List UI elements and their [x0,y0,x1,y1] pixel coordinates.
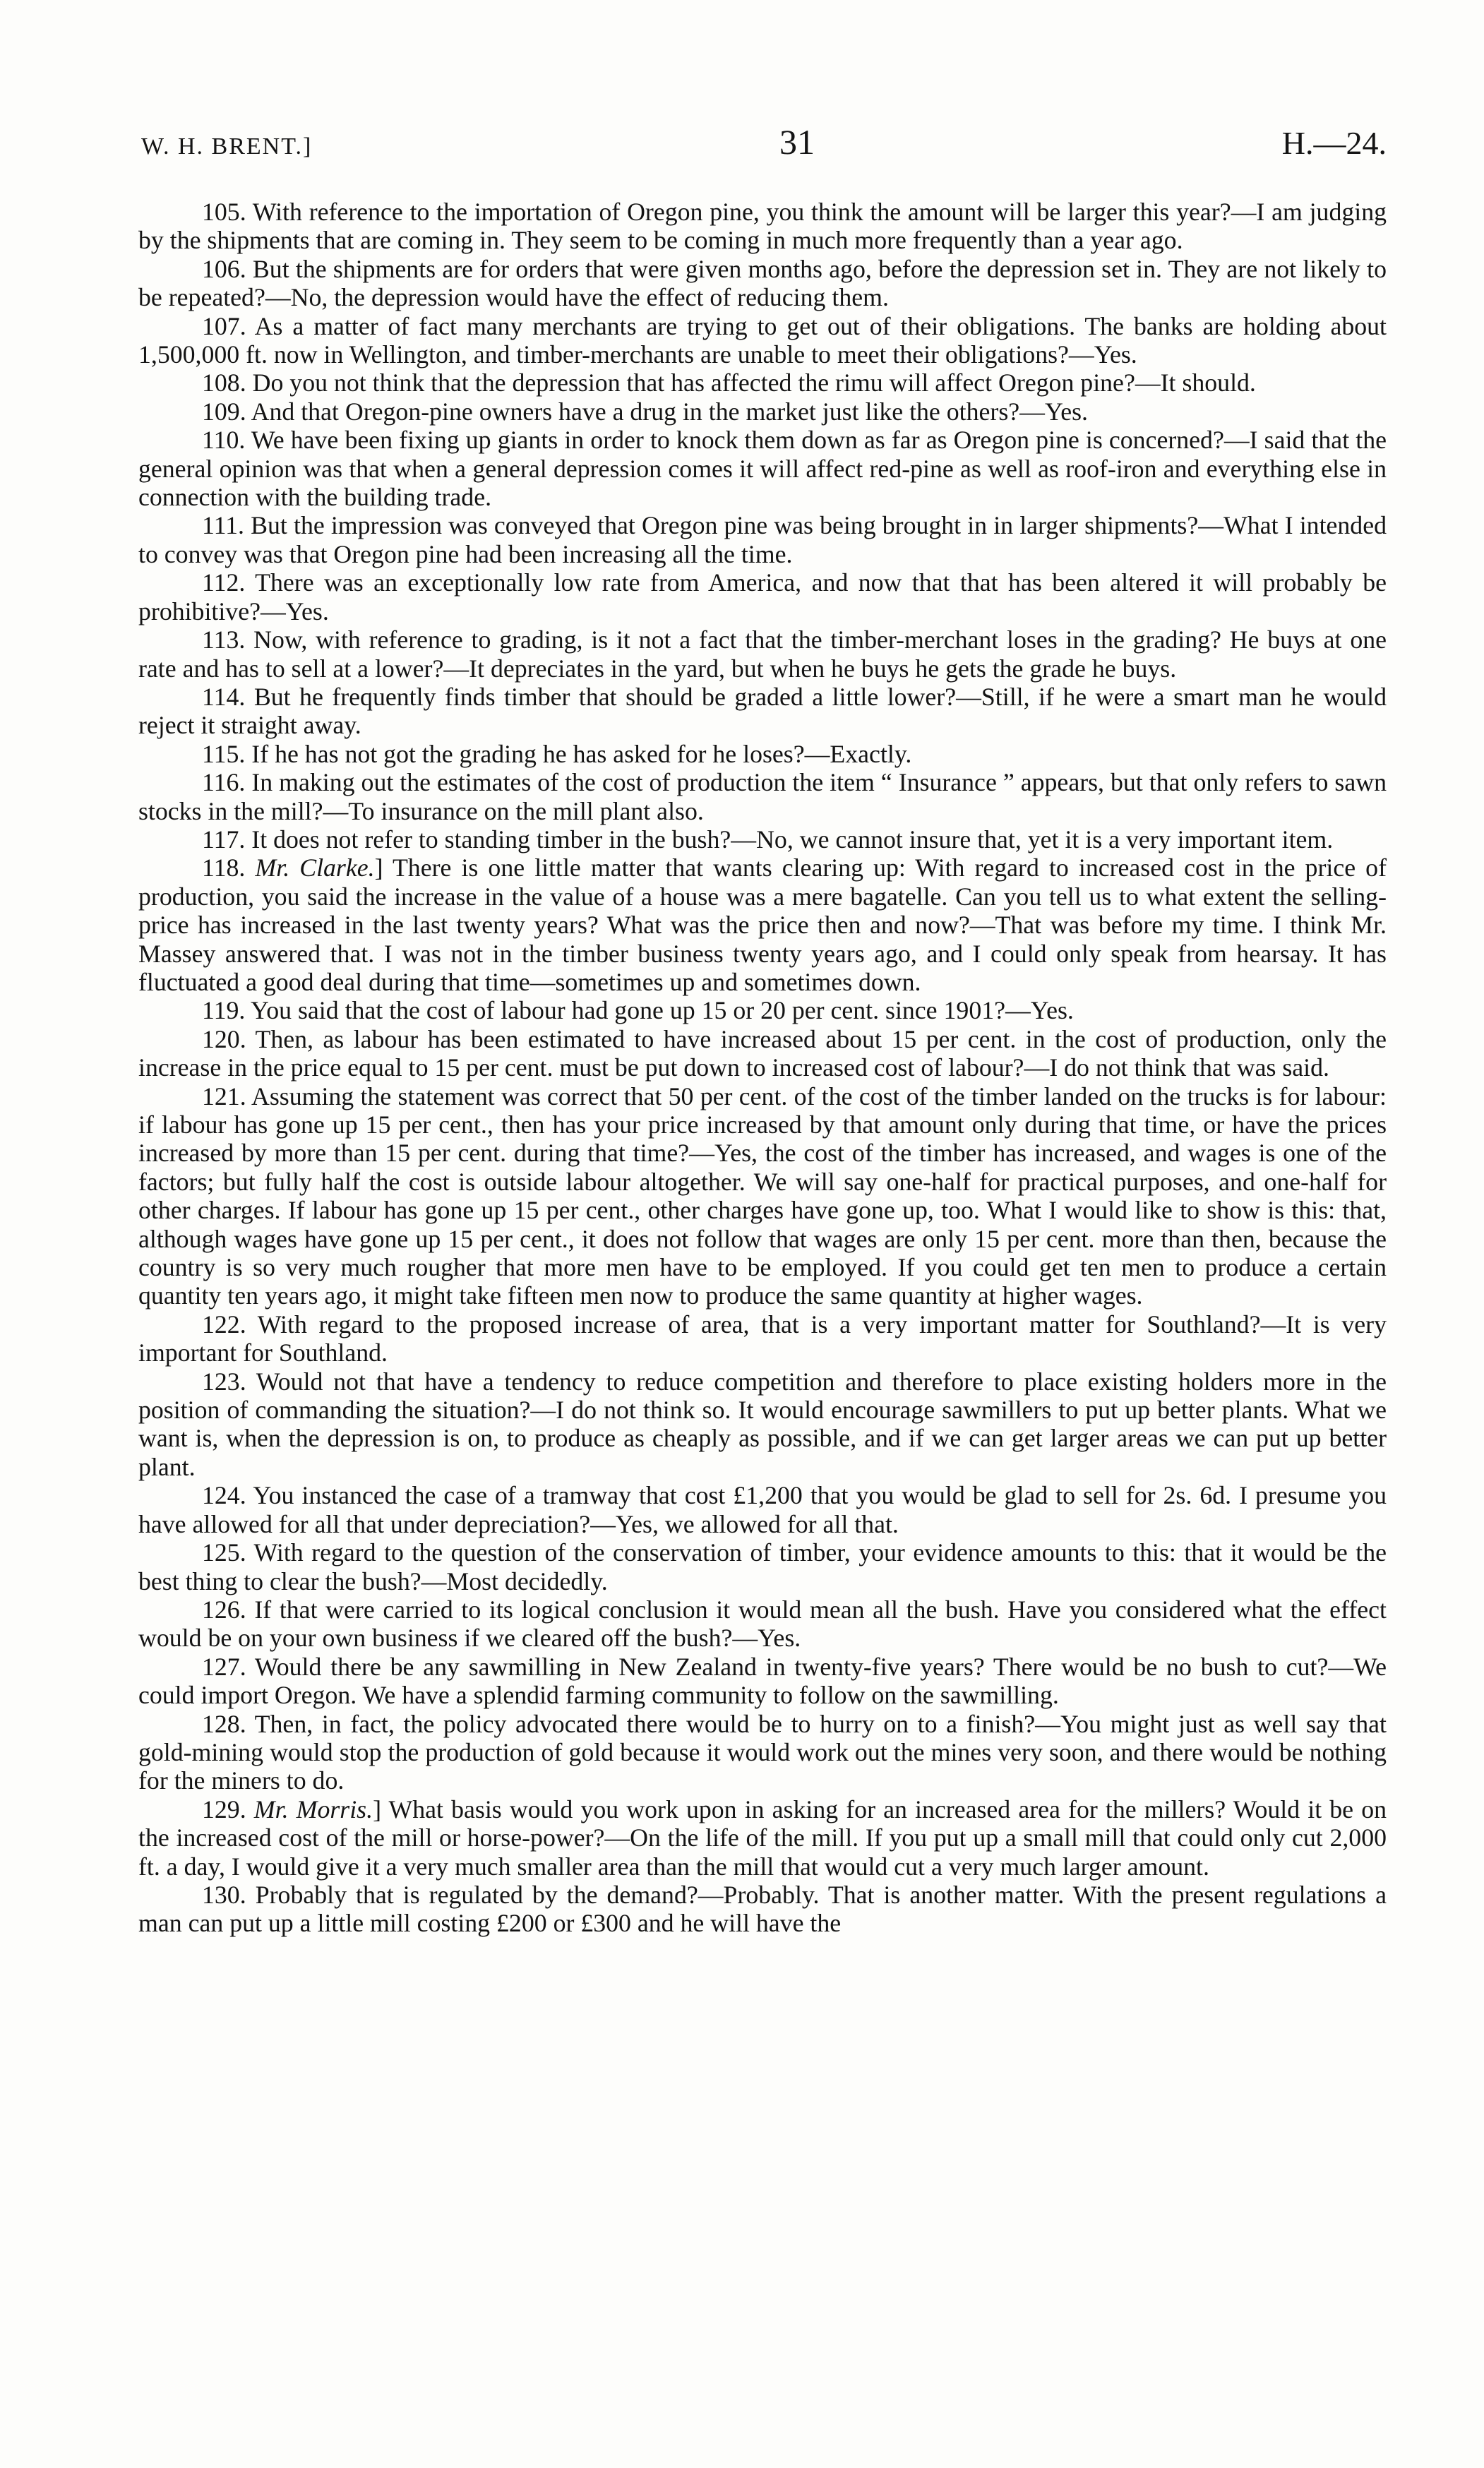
question-text: It does not refer to standing timber in the bush?—No, we cannot insure that, yet it is a very important item. [251,825,1334,853]
page-number: 31 [779,122,815,162]
question-number: 125. [202,1538,246,1567]
question-text: But the shipments are for orders that were given months ago, before the depression set in. They are not likely to be repeated?—No, the depression would have the effect of reducing them. [138,254,1387,312]
question-number: 124. [202,1481,246,1510]
question-text: But he frequently finds timber that should be graded a little lower?—Still, if he were a smart man he would reject it straight away. [138,682,1387,740]
question-text: Then, in fact, the policy advocated there would be to hurry on to a finish?—You might just as well say that gold-mining would stop the production of gold because it would work out the mines very soon, and there would be nothing for the miners to do. [138,1709,1387,1795]
question-text: As a matter of fact many merchants are trying to get out of their obligations. The banks are holding about 1,500,000 ft. now in Wellington, and timber-merchants are unable to meet their obligations?—Yes. [138,311,1387,369]
question-paragraph [138,1367,1387,1482]
speaker-name: Mr. Morris. [253,1795,373,1823]
question-number: 106. [202,254,246,283]
evidence-body [138,198,1387,1938]
question-paragraph [138,853,1387,996]
question-text: We have been fixing up giants in order to knock them down as far as Oregon pine is concerned?—I said that the general opinion was that when a general depression comes it will affect red-pine as well as roof-iron and everything else in connection with the building trade. [138,426,1387,512]
question-number: 109. [202,397,246,426]
question-text: Then, as labour has been estimated to have increased about 15 per cent. in the cost of production, only the increase in the price equal to 15 per cent. must be put down to increased cost of labour?—I do not think that was said. [138,1024,1387,1082]
question-paragraph [138,625,1387,683]
question-text: You said that the cost of labour had gone up 15 or 20 per cent. since 1901?—Yes. [250,996,1074,1025]
question-number: 116. [202,768,246,797]
question-number: 108. [202,369,246,397]
question-number: 110. [202,426,246,455]
question-paragraph [138,255,1387,312]
question-paragraph [138,568,1387,625]
question-paragraph [138,825,1387,853]
question-number: 107. [202,311,246,340]
question-paragraph [138,1795,1387,1881]
question-number: 115. [202,739,246,768]
question-text: Would not that have a tendency to reduce competition and therefore to place existing holders more in the position of commanding the situation?—I do not think so. It would encourage sawmillers to put up better plants. What we want is, when the depression is on, to produce as cheaply as possible, and if we can get larger areas we can put up better plant. [138,1367,1387,1481]
witness-name: W. H. BRENT.] [141,133,313,160]
question-number: 111. [202,511,244,540]
question-paragraph [138,198,1387,255]
question-text: Now, with reference to grading, is it not a fact that the timber-merchant loses in the grading? He buys at one rate and has to sell at a lower?—It depreciates in the yard, but when he buys he gets the grade he buys. [138,625,1387,683]
question-paragraph [138,312,1387,369]
question-number: 122. [202,1310,246,1338]
question-text: With reference to the importation of Oregon pine, you think the amount will be larger this year?—I am judging by the shipments that are coming in. They seem to be coming in much more frequently than a year ago. [138,198,1387,255]
question-paragraph [138,1082,1387,1310]
question-number: 129. [202,1795,246,1823]
paper-reference: H.—24. [1281,125,1387,161]
question-text: If that were carried to its logical conclusion it would mean all the bush. Have you considered what the effect would be on your own business if we cleared off the bush?—Yes. [138,1595,1387,1653]
page-header [141,121,1387,171]
question-paragraph [138,1595,1387,1653]
question-number: 118. [202,853,246,882]
question-text: If he has not got the grading he has asked for he loses?—Exactly. [251,739,912,768]
question-paragraph [138,1710,1387,1795]
question-number: 126. [202,1595,246,1624]
question-text: There was an exceptionally low rate from America, and now that that has been altered it will probably be prohibitive?—Yes. [138,568,1387,625]
question-paragraph [138,683,1387,740]
question-number: 114. [202,682,246,711]
question-text: ] What basis would you work upon in asking for an increased area for the millers? Would it be on the increased cost of the mill or horse-power?—On the life of the mill. If you put up a small mill that could only cut 2,000 ft. a day, I would give it a very much smaller area than the mill that would cut a very much larger amount. [138,1795,1387,1881]
question-paragraph [138,397,1387,426]
speaker-name: Mr. Clarke. [255,853,375,882]
question-paragraph [138,996,1387,1024]
question-number: 127. [202,1652,246,1681]
question-number: 128. [202,1709,246,1738]
question-paragraph [138,1025,1387,1082]
question-paragraph [138,1538,1387,1595]
question-text: With regard to the question of the conservation of timber, your evidence amounts to this: that it would be the best thing to clear the bush?—Most decidedly. [138,1538,1387,1595]
question-number: 119. [202,996,246,1025]
question-paragraph [138,426,1387,511]
question-text: But the impression was conveyed that Oregon pine was being brought in in larger shipments?—What I intended to convey was that Oregon pine had been increasing all the time. [138,511,1387,568]
question-paragraph [138,1881,1387,1938]
question-paragraph [138,1310,1387,1367]
question-text: With regard to the proposed increase of area, that is a very important matter for Southland?—It is very important for Southland. [138,1310,1387,1367]
question-number: 117. [202,825,246,853]
question-text: Assuming the statement was correct that 50 per cent. of the cost of the timber landed on the trucks is for labour: if labour has gone up 15 per cent., then has your price increased by that amount only during that time, or have the prices increased by more than 15 per cent. during that time?—Yes, the cost of the timber has increased, and wages is one of the factors; but fully half the cost is outside labour altogether. We will say one-half for practical purposes, and one-half for other charges. If labour has gone up 15 per cent., other charges have gone up, too. What I would like to show is this: that, although wages have gone up 15 per cent., it does not follow that wages are only 15 per cent. more than then, because the country is so very much rougher that more men have to be employed. If you could get ten men to produce a certain quantity ten years ago, it might take fifteen men now to produce the same quantity at higher wages. [138,1082,1387,1310]
question-number: 105. [202,198,246,226]
question-number: 130. [202,1880,246,1909]
question-text: And that Oregon-pine owners have a drug in the market just like the others?—Yes. [251,397,1088,426]
question-text: Probably that is regulated by the demand?—Probably. That is another matter. With the present regulations a man can put up a little mill costing £200 or £300 and he will have the [138,1880,1387,1938]
question-paragraph [138,1653,1387,1710]
question-number: 121. [202,1082,246,1110]
question-text: ] There is one little matter that wants clearing up: With regard to increased cost in the price of production, you said the increase in the value of a house was a mere bagatelle. Can you tell us to what extent the selling-price has increased in the last twenty years? What was the price then and now?—That was before my time. I think Mr. Massey answered that. I was not in the timber business twenty years ago, and I could only speak from hearsay. It has fluctuated a good deal during that time—sometimes up and sometimes down. [138,853,1387,996]
question-paragraph [138,768,1387,825]
question-text: You instanced the case of a tramway that cost £1,200 that you would be glad to sell for 2s. 6d. I presume you have allowed for all that under depreciation?—Yes, we allowed for all that. [138,1481,1387,1538]
question-number: 112. [202,568,246,597]
question-text: Do you not think that the depression that has affected the rimu will affect Oregon pine?—It should. [252,369,1256,397]
question-paragraph [138,740,1387,768]
question-paragraph [138,511,1387,568]
question-number: 120. [202,1024,246,1053]
question-text: Would there be any sawmilling in New Zealand in twenty-five years? There would be no bush to cut?—We could import Oregon. We have a splendid farming community to follow on the sawmilling. [138,1652,1387,1710]
question-number: 123. [202,1367,246,1396]
question-text: In making out the estimates of the cost of production the item “ Insurance ” appears, but that only refers to sawn stocks in the mill?—To insurance on the mill plant also. [138,768,1387,825]
question-paragraph [138,1481,1387,1538]
question-number: 113. [202,625,246,654]
question-paragraph [138,369,1387,397]
